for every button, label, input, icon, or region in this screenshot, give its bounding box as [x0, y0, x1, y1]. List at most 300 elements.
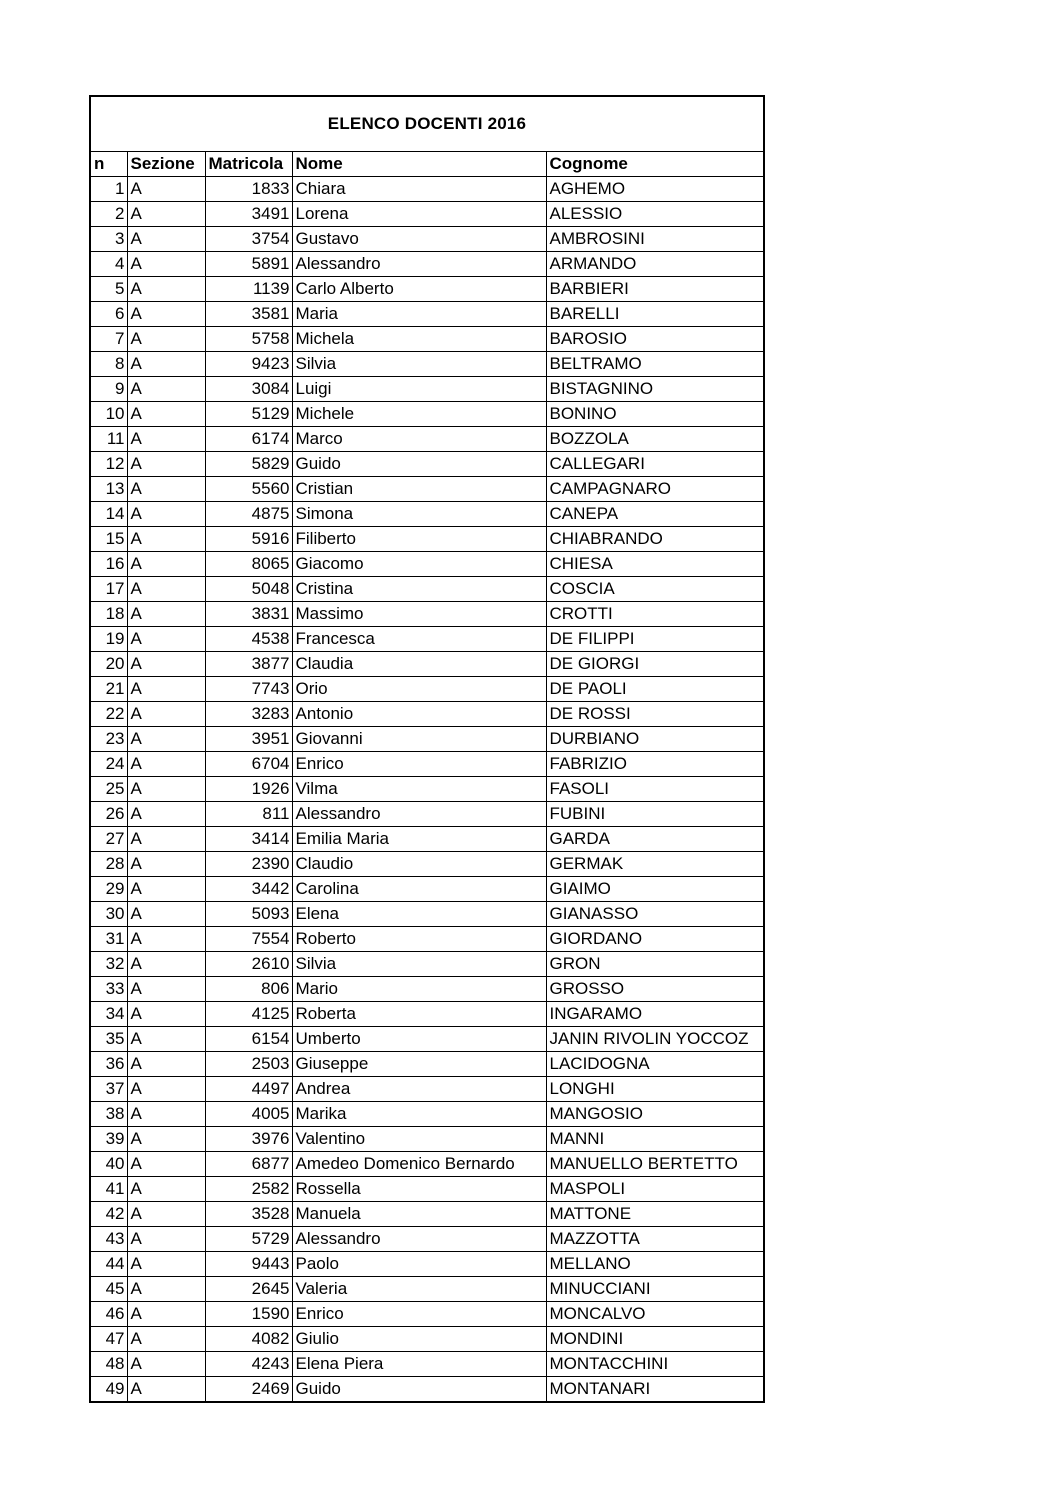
cell-cognome: BARELLI	[546, 302, 763, 327]
cell-sezione: A	[127, 502, 205, 527]
cell-matricola: 3754	[205, 227, 292, 252]
cell-cognome: INGARAMO	[546, 1002, 763, 1027]
cell-matricola: 1833	[205, 177, 292, 202]
cell-nome: Manuela	[292, 1202, 546, 1227]
cell-matricola: 2503	[205, 1052, 292, 1077]
table-row	[91, 777, 763, 802]
table-row	[91, 1102, 763, 1127]
cell-sezione: A	[127, 402, 205, 427]
cell-n: 48	[91, 1352, 127, 1377]
cell-n: 32	[91, 952, 127, 977]
cell-nome: Enrico	[292, 752, 546, 777]
cell-matricola: 7554	[205, 927, 292, 952]
cell-cognome: DE GIORGI	[546, 652, 763, 677]
table-row	[91, 652, 763, 677]
cell-n: 2	[91, 202, 127, 227]
cell-sezione: A	[127, 627, 205, 652]
cell-nome: Michela	[292, 327, 546, 352]
cell-matricola: 9423	[205, 352, 292, 377]
cell-nome: Cristina	[292, 577, 546, 602]
cell-cognome: MONTANARI	[549, 1379, 651, 1398]
cell-sezione: A	[127, 727, 205, 752]
cell-sezione: A	[127, 1377, 205, 1402]
cell-sezione: A	[127, 177, 205, 202]
cell-n: 31	[91, 927, 127, 952]
cell-sezione: A	[127, 577, 205, 602]
cell-cognome: CHIESA	[546, 552, 763, 577]
table-row	[91, 377, 763, 402]
cell-sezione: A	[127, 602, 205, 627]
cell-n: 40	[91, 1152, 127, 1177]
cell-sezione: A	[127, 1302, 205, 1327]
table-row	[91, 1027, 763, 1052]
cell-cognome: AMBROSINI	[546, 227, 763, 252]
cell-matricola: 3414	[205, 827, 292, 852]
table-row	[91, 1252, 763, 1277]
table-row	[91, 1352, 763, 1377]
cell-cognome: MANNI	[546, 1127, 763, 1152]
cell-nome: Mario	[292, 977, 546, 1002]
cell-n: 27	[91, 827, 127, 852]
cell-n: 3	[91, 227, 127, 252]
cell-matricola: 5829	[205, 452, 292, 477]
cell-matricola: 2390	[205, 852, 292, 877]
table-header-row	[91, 152, 763, 177]
cell-sezione: A	[127, 777, 205, 802]
table-row	[91, 1327, 763, 1352]
cell-cognome: BOZZOLA	[546, 427, 763, 452]
cell-matricola: 3581	[205, 302, 292, 327]
cell-sezione: A	[127, 327, 205, 352]
cell-sezione: A	[127, 477, 205, 502]
cell-n: 5	[91, 277, 127, 302]
cell-n: 38	[91, 1102, 127, 1127]
table-row	[91, 877, 763, 902]
cell-cognome: JANIN RIVOLIN YOCCOZ	[546, 1027, 763, 1052]
cell-n: 12	[91, 452, 127, 477]
cell-sezione: A	[127, 952, 205, 977]
table-row	[91, 1127, 763, 1152]
cell-sezione: A	[127, 852, 205, 877]
cell-nome: Simona	[292, 502, 546, 527]
table-row	[91, 477, 763, 502]
cell-cognome: MINUCCIANI	[546, 1277, 763, 1302]
cell-cognome: MAZZOTTA	[546, 1227, 763, 1252]
cell-nome: Silvia	[292, 352, 546, 377]
cell-matricola: 1926	[205, 777, 292, 802]
cell-n: 42	[91, 1202, 127, 1227]
cell-nome: Marco	[292, 427, 546, 452]
cell-n: 47	[91, 1327, 127, 1352]
cell-matricola: 5129	[205, 402, 292, 427]
cell-sezione: A	[127, 827, 205, 852]
table-row	[91, 1077, 763, 1102]
cell-nome: Alessandro	[292, 802, 546, 827]
cell-matricola: 1139	[205, 277, 292, 302]
cell-n: 8	[91, 352, 127, 377]
cell-cognome: ALESSIO	[546, 202, 763, 227]
docenti-table	[91, 152, 763, 1401]
cell-sezione: A	[127, 752, 205, 777]
cell-sezione: A	[127, 527, 205, 552]
cell-cognome: MATTONE	[546, 1202, 763, 1227]
cell-nome: Marika	[292, 1102, 546, 1127]
table-row	[91, 452, 763, 477]
cell-sezione: A	[127, 1227, 205, 1252]
cell-matricola: 4005	[205, 1102, 292, 1127]
cell-cognome: CANEPA	[546, 502, 763, 527]
cell-sezione: A	[127, 1127, 205, 1152]
cell-matricola: 5093	[205, 902, 292, 927]
cell-n: 7	[91, 327, 127, 352]
cell-n: 10	[91, 402, 127, 427]
cell-nome: Elena	[292, 902, 546, 927]
table-row	[91, 402, 763, 427]
cell-matricola: 4082	[205, 1327, 292, 1352]
cell-sezione: A	[127, 802, 205, 827]
cell-cognome: GIORDANO	[546, 927, 763, 952]
column-header-sezione: Sezione	[127, 152, 205, 177]
cell-matricola: 3877	[205, 652, 292, 677]
cell-matricola: 806	[205, 977, 292, 1002]
cell-matricola: 7743	[205, 677, 292, 702]
cell-matricola: 2645	[205, 1277, 292, 1302]
table-row	[91, 852, 763, 877]
cell-nome: Massimo	[292, 602, 546, 627]
cell-nome: Valeria	[292, 1277, 546, 1302]
cell-cognome: BONINO	[546, 402, 763, 427]
cell-n: 45	[91, 1277, 127, 1302]
cell-nome: Orio	[292, 677, 546, 702]
cell-sezione: A	[127, 1102, 205, 1127]
table-row	[91, 352, 763, 377]
table-row	[91, 952, 763, 977]
cell-nome: Giacomo	[292, 552, 546, 577]
cell-matricola: 3491	[205, 202, 292, 227]
cell-cognome: DURBIANO	[546, 727, 763, 752]
cell-sezione: A	[127, 927, 205, 952]
cell-cognome: CAMPAGNARO	[546, 477, 763, 502]
cell-n: 44	[91, 1252, 127, 1277]
table-row	[91, 277, 763, 302]
cell-n: 29	[91, 877, 127, 902]
cell-nome: Michele	[292, 402, 546, 427]
cell-nome: Francesca	[292, 627, 546, 652]
cell-sezione: A	[127, 652, 205, 677]
cell-nome: Giulio	[292, 1327, 546, 1352]
cell-matricola: 9443	[205, 1252, 292, 1277]
cell-cognome: BAROSIO	[546, 327, 763, 352]
cell-sezione: A	[127, 1202, 205, 1227]
cell-n: 36	[91, 1052, 127, 1077]
cell-cognome: MANGOSIO	[546, 1102, 763, 1127]
cell-cognome: BELTRAMO	[546, 352, 763, 377]
cell-matricola: 2469	[205, 1377, 292, 1402]
table-row	[91, 1202, 763, 1227]
cell-cognome: MELLANO	[546, 1252, 763, 1277]
cell-sezione: A	[127, 1277, 205, 1302]
cell-nome: Chiara	[292, 177, 546, 202]
cell-cognome: CHIABRANDO	[546, 527, 763, 552]
cell-n: 17	[91, 577, 127, 602]
cell-nome: Andrea	[292, 1077, 546, 1102]
cell-cognome: AGHEMO	[546, 177, 763, 202]
cell-sezione: A	[127, 377, 205, 402]
cell-nome: Claudio	[292, 852, 546, 877]
cell-n: 11	[91, 427, 127, 452]
cell-cognome: MONCALVO	[546, 1302, 763, 1327]
cell-sezione: A	[127, 552, 205, 577]
cell-n: 14	[91, 502, 127, 527]
table-row	[91, 502, 763, 527]
cell-n: 15	[91, 527, 127, 552]
column-header-matricola: Matricola	[205, 152, 292, 177]
cell-n: 41	[91, 1177, 127, 1202]
cell-cognome: GROSSO	[546, 977, 763, 1002]
cell-n: 6	[91, 302, 127, 327]
cell-n: 16	[91, 552, 127, 577]
cell-matricola: 5891	[205, 252, 292, 277]
cell-sezione: A	[127, 677, 205, 702]
cell-cognome: GERMAK	[546, 852, 763, 877]
cell-cognome: MANUELLO BERTETTO	[546, 1152, 763, 1177]
cell-sezione: A	[127, 1352, 205, 1377]
cell-nome: Filiberto	[292, 527, 546, 552]
cell-matricola: 3976	[205, 1127, 292, 1152]
cell-n: 49	[91, 1377, 127, 1402]
cell-n: 37	[91, 1077, 127, 1102]
cell-matricola: 6704	[205, 752, 292, 777]
cell-matricola: 8065	[205, 552, 292, 577]
table-row	[91, 177, 763, 202]
cell-matricola: 5916	[205, 527, 292, 552]
cell-cognome: GIANASSO	[546, 902, 763, 927]
cell-cognome: FASOLI	[546, 777, 763, 802]
cell-nome: Antonio	[292, 702, 546, 727]
cell-sezione: A	[127, 1077, 205, 1102]
cell-cognome: LACIDOGNA	[546, 1052, 763, 1077]
cell-cognome: COSCIA	[546, 577, 763, 602]
cell-n: 23	[91, 727, 127, 752]
cell-cognome: BARBIERI	[546, 277, 763, 302]
document-title: ELENCO DOCENTI 2016	[91, 97, 763, 152]
cell-n: 21	[91, 677, 127, 702]
cell-nome: Roberto	[292, 927, 546, 952]
table-row	[91, 752, 763, 777]
cell-matricola: 3528	[205, 1202, 292, 1227]
table-row	[91, 977, 763, 1002]
table-row	[91, 1377, 763, 1402]
cell-matricola: 4497	[205, 1077, 292, 1102]
cell-cognome: MASPOLI	[546, 1177, 763, 1202]
cell-nome: Maria	[292, 302, 546, 327]
cell-matricola: 4125	[205, 1002, 292, 1027]
cell-matricola: 4243	[205, 1352, 292, 1377]
cell-nome: Valentino	[292, 1127, 546, 1152]
cell-cognome: MONTACCHINI	[546, 1352, 763, 1377]
cell-n: 4	[91, 252, 127, 277]
cell-matricola: 5560	[205, 477, 292, 502]
table-row	[91, 1152, 763, 1177]
cell-sezione: A	[127, 1027, 205, 1052]
cell-n: 22	[91, 702, 127, 727]
cell-nome: Umberto	[292, 1027, 546, 1052]
cell-matricola: 5048	[205, 577, 292, 602]
cell-cognome: MONDINI	[546, 1327, 763, 1352]
cell-cognome: CROTTI	[546, 602, 763, 627]
cell-sezione: A	[127, 1002, 205, 1027]
table-body	[91, 177, 763, 1402]
column-header-cognome: Cognome	[546, 152, 763, 177]
table-row	[91, 302, 763, 327]
cell-matricola: 5758	[205, 327, 292, 352]
cell-nome: Roberta	[292, 1002, 546, 1027]
docenti-table-frame	[89, 95, 765, 1403]
table-row	[91, 927, 763, 952]
cell-n: 46	[91, 1302, 127, 1327]
cell-n: 33	[91, 977, 127, 1002]
cell-sezione: A	[127, 1177, 205, 1202]
table-row	[91, 902, 763, 927]
cell-nome: Carlo Alberto	[292, 277, 546, 302]
cell-matricola: 1590	[205, 1302, 292, 1327]
table-row	[91, 602, 763, 627]
cell-sezione: A	[127, 877, 205, 902]
cell-n: 19	[91, 627, 127, 652]
cell-cognome: DE PAOLI	[546, 677, 763, 702]
cell-nome: Giovanni	[292, 727, 546, 752]
cell-nome: Enrico	[292, 1302, 546, 1327]
cell-nome: Cristian	[292, 477, 546, 502]
table-row	[91, 527, 763, 552]
cell-matricola: 6154	[205, 1027, 292, 1052]
cell-nome: Giuseppe	[292, 1052, 546, 1077]
cell-matricola: 3084	[205, 377, 292, 402]
table-row	[91, 252, 763, 277]
cell-nome: Elena Piera	[292, 1352, 546, 1377]
cell-n: 20	[91, 652, 127, 677]
cell-nome: Alessandro	[292, 252, 546, 277]
column-header-n: n	[91, 152, 127, 177]
table-row	[91, 727, 763, 752]
cell-cognome: LONGHI	[546, 1077, 763, 1102]
cell-matricola: 5729	[205, 1227, 292, 1252]
cell-sezione: A	[127, 1152, 205, 1177]
cell-cognome: FUBINI	[546, 802, 763, 827]
cell-matricola: 6174	[205, 427, 292, 452]
table-row	[91, 827, 763, 852]
table-row	[91, 427, 763, 452]
cell-sezione: A	[127, 252, 205, 277]
cell-sezione: A	[127, 302, 205, 327]
cell-n: 30	[91, 902, 127, 927]
cell-n: 28	[91, 852, 127, 877]
cell-sezione: A	[127, 452, 205, 477]
cell-nome: Silvia	[292, 952, 546, 977]
cell-n: 39	[91, 1127, 127, 1152]
cell-cognome: ARMANDO	[546, 252, 763, 277]
cell-matricola: 2610	[205, 952, 292, 977]
cell-cognome: DE FILIPPI	[546, 627, 763, 652]
cell-matricola: 811	[205, 802, 292, 827]
table-row	[91, 552, 763, 577]
cell-n: 43	[91, 1227, 127, 1252]
cell-matricola: 3283	[205, 702, 292, 727]
cell-nome: Amedeo Domenico Bernardo	[292, 1152, 546, 1177]
table-row	[91, 577, 763, 602]
cell-sezione: A	[127, 227, 205, 252]
cell-nome: Emilia Maria	[292, 827, 546, 852]
cell-matricola: 3951	[205, 727, 292, 752]
cell-n: 13	[91, 477, 127, 502]
cell-matricola: 2582	[205, 1177, 292, 1202]
cell-cognome: GARDA	[546, 827, 763, 852]
cell-sezione: A	[127, 427, 205, 452]
table-row	[91, 1052, 763, 1077]
cell-sezione: A	[127, 202, 205, 227]
cell-sezione: A	[127, 277, 205, 302]
cell-nome: Lorena	[292, 202, 546, 227]
cell-n: 35	[91, 1027, 127, 1052]
cell-matricola: 3442	[205, 877, 292, 902]
cell-sezione: A	[127, 1252, 205, 1277]
cell-nome: Vilma	[292, 777, 546, 802]
cell-nome: Rossella	[292, 1177, 546, 1202]
cell-n: 26	[91, 802, 127, 827]
table-row	[91, 627, 763, 652]
table-row	[91, 677, 763, 702]
cell-nome: Guido	[292, 1377, 546, 1402]
cell-nome: Luigi	[292, 377, 546, 402]
cell-n: 25	[91, 777, 127, 802]
table-row	[91, 1302, 763, 1327]
table-row	[91, 702, 763, 727]
cell-n: 9	[91, 377, 127, 402]
cell-sezione: A	[127, 1052, 205, 1077]
table-row	[91, 227, 763, 252]
cell-cognome: CALLEGARI	[546, 452, 763, 477]
cell-nome: Gustavo	[292, 227, 546, 252]
cell-matricola: 3831	[205, 602, 292, 627]
cell-cognome: FABRIZIO	[546, 752, 763, 777]
table-row	[91, 327, 763, 352]
cell-matricola: 4538	[205, 627, 292, 652]
cell-nome: Carolina	[292, 877, 546, 902]
cell-sezione: A	[127, 352, 205, 377]
cell-cognome: BISTAGNINO	[546, 377, 763, 402]
cell-n: 1	[91, 177, 127, 202]
cell-sezione: A	[127, 977, 205, 1002]
table-row	[91, 1002, 763, 1027]
cell-matricola: 6877	[205, 1152, 292, 1177]
table-row	[91, 1227, 763, 1252]
cell-sezione: A	[127, 902, 205, 927]
cell-n: 18	[91, 602, 127, 627]
cell-n: 34	[91, 1002, 127, 1027]
cell-matricola: 4875	[205, 502, 292, 527]
table-row	[91, 202, 763, 227]
table-row	[91, 802, 763, 827]
cell-nome: Alessandro	[292, 1227, 546, 1252]
table-row	[91, 1177, 763, 1202]
cell-nome: Guido	[292, 452, 546, 477]
cell-cognome: GRON	[546, 952, 763, 977]
column-header-nome: Nome	[292, 152, 546, 177]
cell-nome: Claudia	[292, 652, 546, 677]
cell-sezione: A	[127, 702, 205, 727]
cell-nome: Paolo	[292, 1252, 546, 1277]
cell-cognome: GIAIMO	[546, 877, 763, 902]
